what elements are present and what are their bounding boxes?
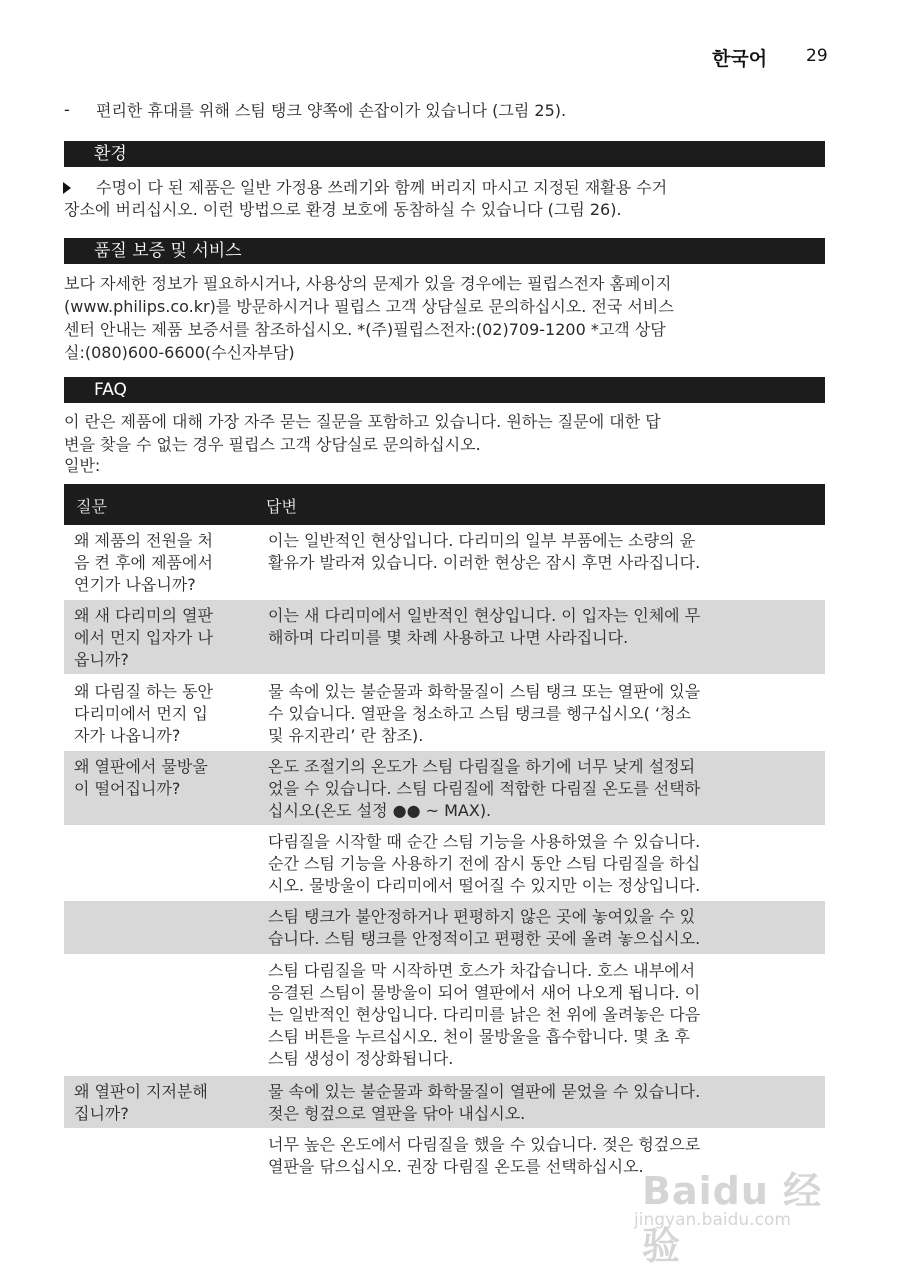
answer-line: 스팀 생성이 정상화됩니다. <box>268 1049 454 1068</box>
faq-intro-line-3: 일반: <box>64 456 101 475</box>
column-header-answer: 답변 <box>266 497 297 516</box>
answer-cell <box>268 605 820 649</box>
question-line: 왜 열판에서 물방울 <box>74 757 208 776</box>
answer-line: 너무 높은 온도에서 다림질을 했을 수 있습니다. 젖은 헝겊으로 <box>268 1135 701 1154</box>
question-line: 왜 열판이 지저분해 <box>74 1082 208 1101</box>
intro-dash: - <box>64 100 70 119</box>
question-line: 음 켠 후에 제품에서 <box>74 553 213 572</box>
section-bar-faq <box>64 377 825 403</box>
question-cell <box>74 530 254 596</box>
answer-line: 물 속에 있는 불순물과 화학물질이 스팀 탱크 또는 열판에 있을 <box>268 682 701 701</box>
section-title-environment: 환경 <box>94 144 127 164</box>
question-line: 다리미에서 먼지 입 <box>74 704 208 723</box>
answer-line: 수 있습니다. 열판을 청소하고 스팀 탱크를 헹구십시오( ‘청소 <box>268 704 691 723</box>
intro-text: 편리한 휴대를 위해 스팀 탱크 양쪽에 손잡이가 있습니다 (그림 25). <box>96 101 567 120</box>
warranty-line-3: 센터 안내는 제품 보증서를 참조하십시오. *(주)필립스전자:(02)709-1200 *고객 상담 <box>64 320 666 339</box>
question-line: 왜 다림질 하는 동안 <box>74 682 213 701</box>
answer-line: 스팀 버튼을 누르십시오. 천이 물방울을 흡수합니다. 몇 초 후 <box>268 1027 690 1046</box>
table-row <box>64 600 825 674</box>
question-line: 연기가 나옵니까? <box>74 575 196 594</box>
question-line: 이 떨어집니까? <box>74 779 181 798</box>
question-cell <box>74 1081 254 1125</box>
warranty-line-2: (www.philips.co.kr)를 방문하시거나 필립스 고객 상담실로 문의하십시오. 전국 서비스 <box>64 297 674 316</box>
answer-line: 및 유지관리’ 란 참조). <box>268 726 424 745</box>
answer-line: 응결된 스팀이 물방울이 되어 열판에서 새어 나오게 됩니다. 이 <box>268 983 701 1002</box>
answer-line: 스팀 다림질을 막 시작하면 호스가 차갑습니다. 호스 내부에서 <box>268 961 696 980</box>
question-cell <box>74 605 254 671</box>
table-row <box>64 1076 825 1128</box>
answer-line: 시오. 물방울이 다리미에서 떨어질 수 있지만 이는 정상입니다. <box>268 876 701 895</box>
warranty-line-4: 실:(080)600-6600(수신자부담) <box>64 343 295 362</box>
question-line: 옵니까? <box>74 650 129 669</box>
section-title-warranty: 품질 보증 및 서비스 <box>94 241 242 261</box>
environment-text-line2: 장소에 버리십시오. 이런 방법으로 환경 보호에 동참하실 수 있습니다 (그림 26). <box>64 200 622 219</box>
answer-line: 이는 새 다리미에서 일반적인 현상입니다. 이 입자는 인체에 무 <box>268 606 701 625</box>
section-bar-warranty <box>64 238 825 264</box>
answer-cell <box>268 831 820 897</box>
environment-text-line1: 수명이 다 된 제품은 일반 가정용 쓰레기와 함께 버리지 마시고 지정된 재활용 수거 <box>96 178 668 197</box>
faq-table-header <box>64 484 825 525</box>
table-row <box>64 676 825 750</box>
question-line: 왜 제품의 전원을 처 <box>74 531 213 550</box>
answer-line: 열판을 닦으십시오. 권장 다림질 온도를 선택하십시오. <box>268 1157 644 1176</box>
answer-line: 온도 조절기의 온도가 스팀 다림질을 하기에 너무 낮게 설정되 <box>268 757 696 776</box>
answer-line: 십시오(온도 설정 ●● ~ MAX). <box>268 801 492 820</box>
answer-line: 해하며 다리미를 몇 차례 사용하고 나면 사라집니다. <box>268 628 629 647</box>
answer-line: 물 속에 있는 불순물과 화학물질이 열판에 묻었을 수 있습니다. <box>268 1082 701 1101</box>
column-header-question: 질문 <box>76 497 107 516</box>
page-number: 29 <box>806 46 828 66</box>
page-header-language: 한국어 <box>712 48 768 70</box>
answer-line: 활유가 발라져 있습니다. 이러한 현상은 잠시 후면 사라집니다. <box>268 553 701 572</box>
table-row <box>64 901 825 954</box>
question-line: 집니까? <box>74 1104 129 1123</box>
warranty-line-1: 보다 자세한 정보가 필요하시거나, 사용상의 문제가 있을 경우에는 필립스전자 홈페이지 <box>64 274 672 293</box>
table-row <box>64 525 825 598</box>
answer-line: 스팀 탱크가 불안정하거나 편평하지 않은 곳에 놓여있을 수 있 <box>268 907 696 926</box>
answer-line: 다림질을 시작할 때 순간 스팀 기능을 사용하였을 수 있습니다. <box>268 832 701 851</box>
answer-cell <box>268 756 820 822</box>
question-line: 에서 먼지 입자가 나 <box>74 628 213 647</box>
answer-cell <box>268 681 820 747</box>
answer-line: 이는 일반적인 현상입니다. 다리미의 일부 부품에는 소량의 윤 <box>268 531 696 550</box>
answer-line: 는 일반적인 현상입니다. 다리미를 낡은 천 위에 올려놓은 다음 <box>268 1005 701 1024</box>
question-line: 왜 새 다리미의 열판 <box>74 606 213 625</box>
answer-cell <box>268 1081 820 1125</box>
answer-line: 었을 수 있습니다. 스팀 다림질에 적합한 다림질 온도를 선택하 <box>268 779 701 798</box>
table-row <box>64 955 825 1075</box>
watermark-url: jingyan.baidu.com <box>634 1210 791 1230</box>
question-cell <box>74 756 254 800</box>
faq-intro-line-2: 변을 찾을 수 없는 경우 필립스 고객 상담실로 문의하십시오. <box>64 435 481 454</box>
bullet-triangle-icon <box>63 182 71 194</box>
baidu-watermark <box>626 1160 846 1268</box>
table-row <box>64 826 825 899</box>
answer-line: 순간 스팀 기능을 사용하기 전에 잠시 동안 스팀 다림질을 하십 <box>268 854 701 873</box>
section-title-faq: FAQ <box>94 380 127 400</box>
faq-intro-line-1: 이 란은 제품에 대해 가장 자주 묻는 질문을 포함하고 있습니다. 원하는 질문에 대한 답 <box>64 412 661 431</box>
answer-line: 젖은 헝겊으로 열판을 닦아 내십시오. <box>268 1104 526 1123</box>
question-line: 자가 나옵니까? <box>74 726 181 745</box>
table-row <box>64 751 825 825</box>
question-cell <box>74 681 254 747</box>
answer-cell <box>268 960 820 1070</box>
answer-line: 습니다. 스팀 탱크를 안정적이고 편평한 곳에 올려 놓으십시오. <box>268 929 701 948</box>
watermark-logo: Baidu 经验 <box>642 1169 823 1268</box>
section-bar-environment <box>64 141 825 167</box>
answer-cell <box>268 530 820 574</box>
answer-cell <box>268 906 820 950</box>
